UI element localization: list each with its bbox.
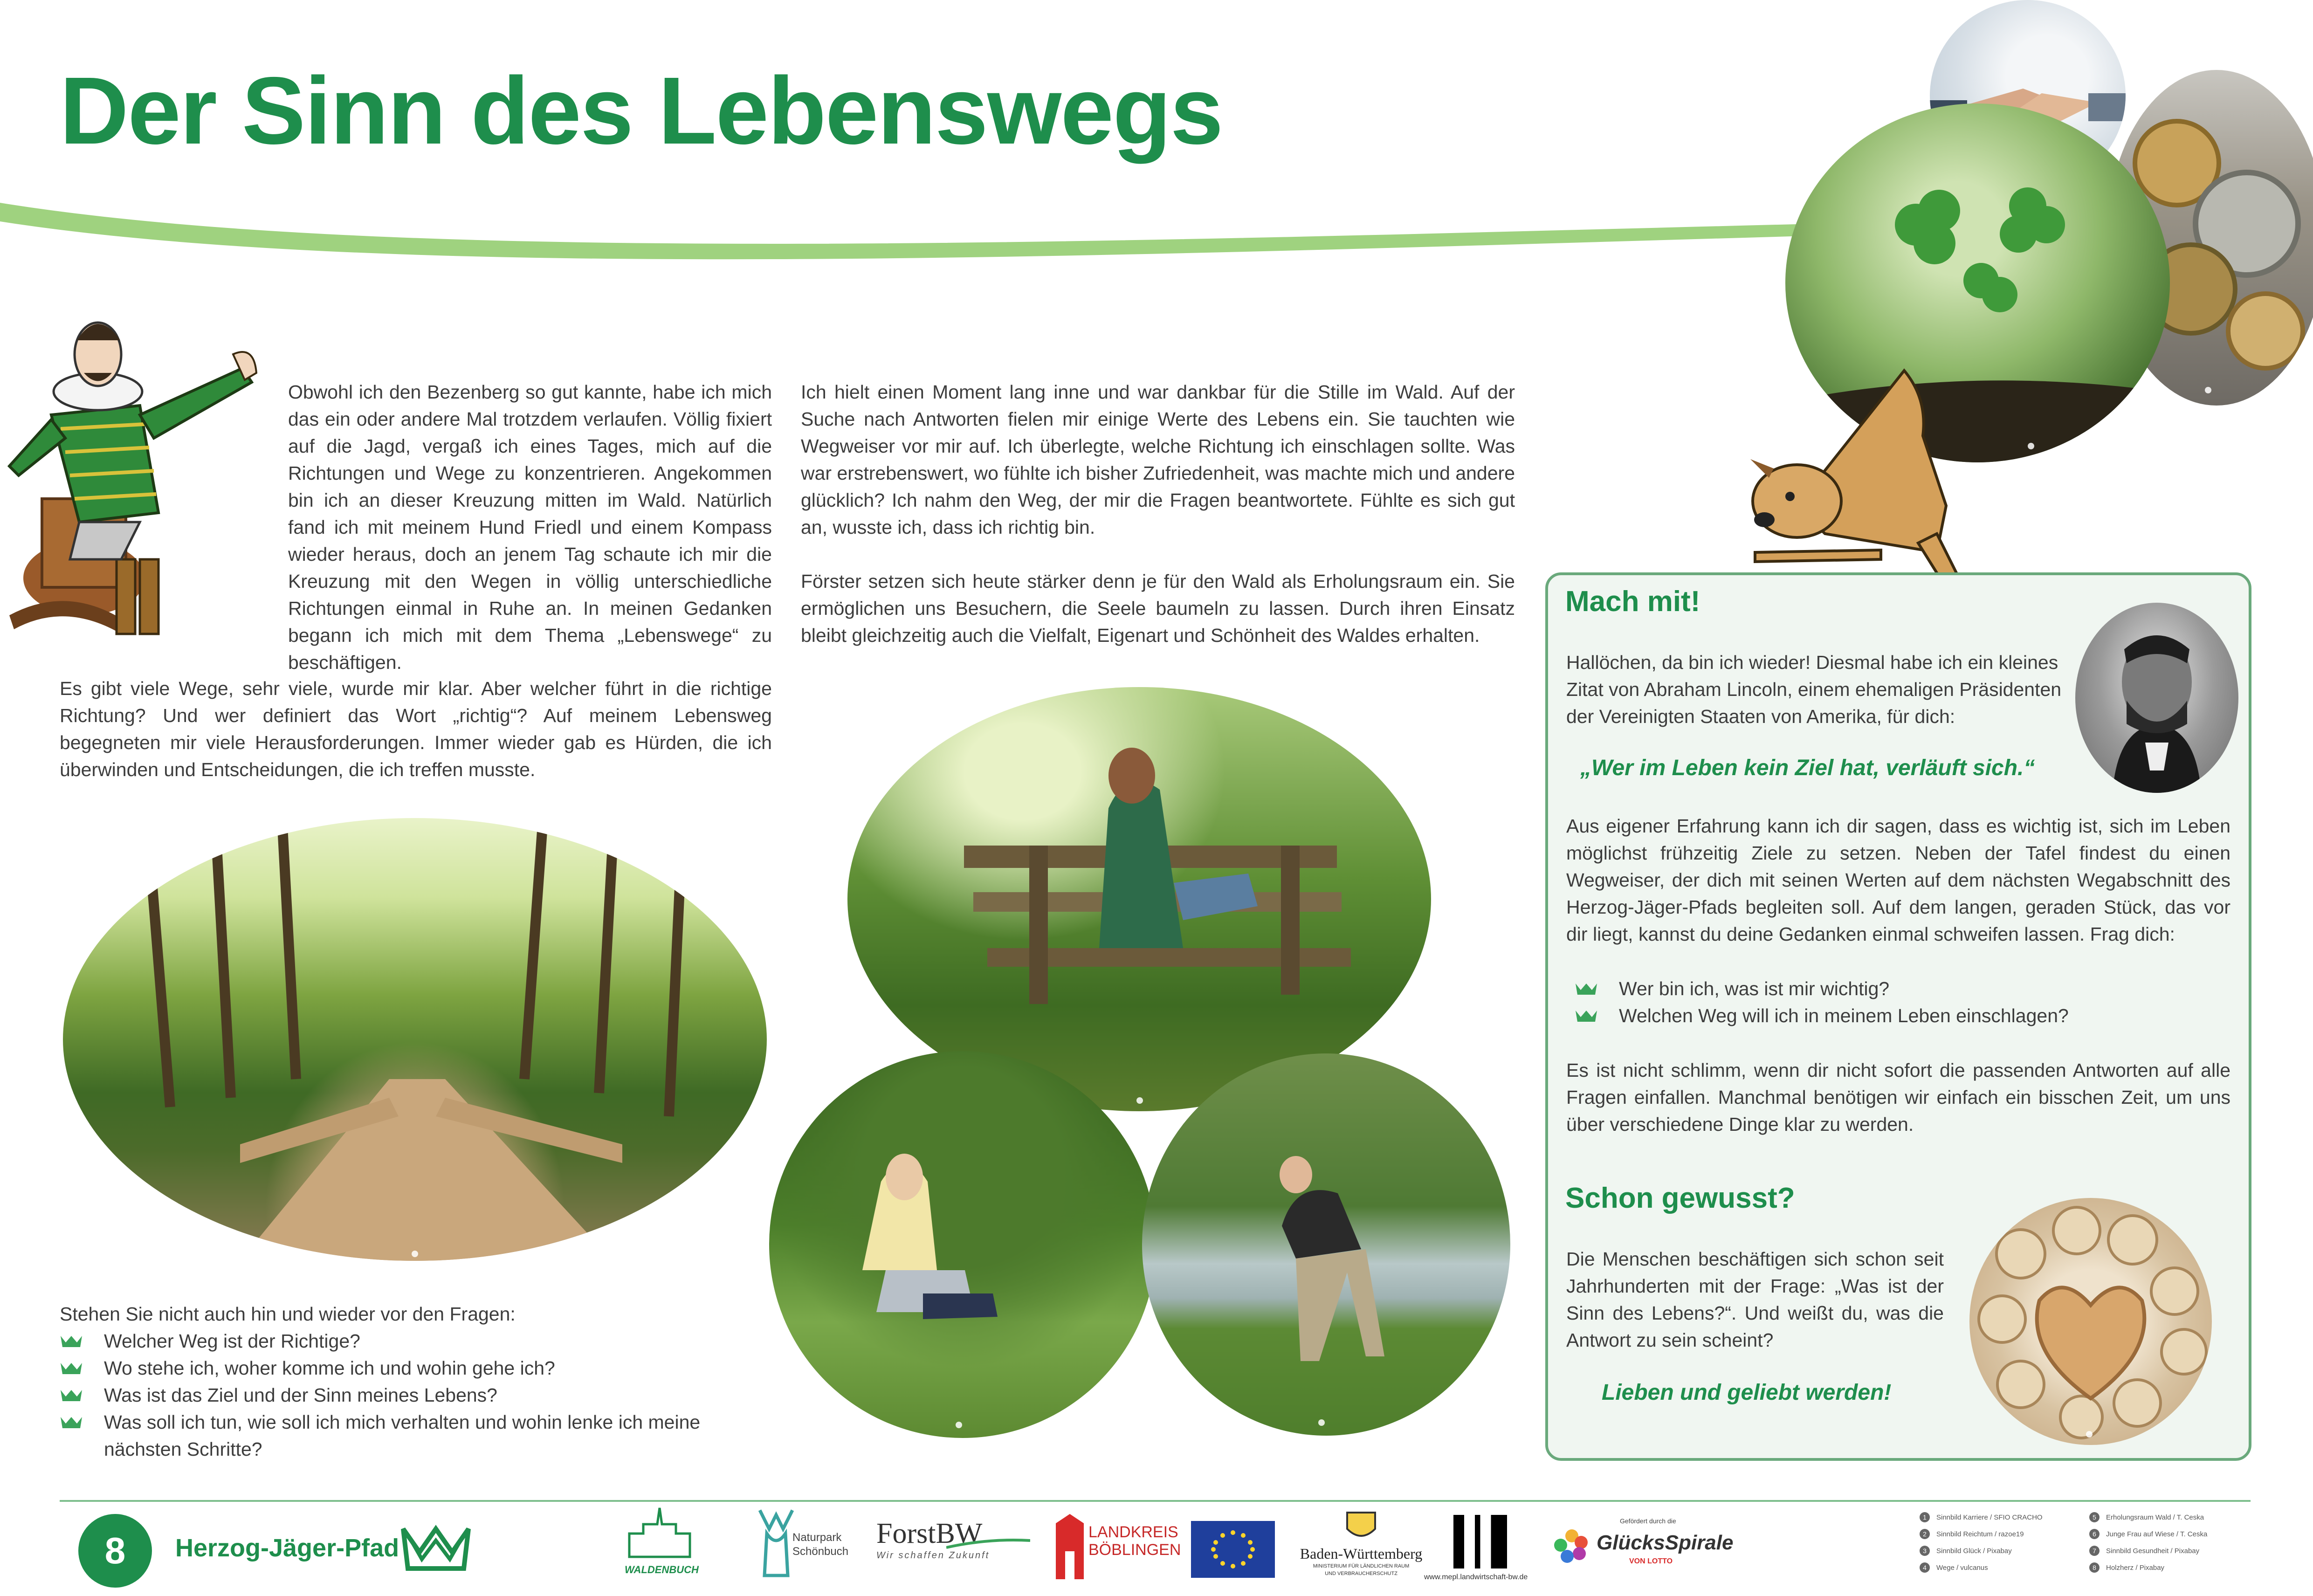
crown-bullet-icon (60, 1388, 83, 1402)
box-heading: Mach mit! (1565, 585, 1700, 618)
credit-text: Sinnbild Karriere / SFIO CRACHO (1936, 1513, 2043, 1521)
credit-number: 4 (1920, 1562, 1930, 1573)
crown-bullet-icon (1575, 1009, 1598, 1023)
coat-of-arms-icon (1342, 1510, 1380, 1543)
questions-block (60, 1300, 722, 1463)
question-text: Welcher Weg ist der Richtige? (104, 1330, 360, 1352)
naturpark-line-1: Naturpark (792, 1531, 842, 1544)
landkreis-line-2: BÖBLINGEN (1088, 1541, 1181, 1559)
footer-divider (60, 1500, 2251, 1502)
credit-text: Sinnbild Gesundheit / Pixabay (2106, 1547, 2200, 1555)
eu-flag-icon (1191, 1521, 1275, 1578)
qr-code-icon (1453, 1515, 1507, 1568)
credit-item (1920, 1509, 2043, 1526)
box-body: Aus eigener Erfahrung kann ich dir sagen, dass es wichtig ist, sich im Leben möglichst frühzeitig Ziele zu setzen. Neben der Tafel findest du einen Wegweiser, der dich mit seinen Werten auf dem nächsten Wegabschnitt des Herzog-Jäger-Pfads begleiten soll. Auf dem langen, geraden Stück, das vor dir liegt, kannst du deine Gedanken einmal schweifen lassen. Frag dich: (1566, 815, 2230, 945)
castle-icon (625, 1506, 695, 1562)
questions-intro: Stehen Sie nicht auch hin und wieder vor den Fragen: (60, 1303, 516, 1325)
photo-bench (847, 687, 1431, 1111)
credit-number: 3 (1920, 1546, 1930, 1556)
credit-number: 5 (2089, 1512, 2100, 1522)
photo-number-8 (2086, 1431, 2093, 1438)
photo-credits-col-2 (2089, 1509, 2207, 1576)
crown-bullet-icon (1575, 982, 1598, 996)
list-item (1575, 1002, 2227, 1029)
col2-paragraph-1: Ich hielt einen Moment lang inne und war dankbar für die Stille im Wald. Auf der Suche nach Antworten fielen mir einige Werte des Lebens ein. Sie tauchten wie Wegweiser vor mir auf. Ich überlegte, welche Richtung ich einschlagen sollte. Was war erstrebenswert, wo fühlte ich bisher Zufriedenheit, was machte mich und andere glücklich? Ich nahm den Weg, der mir die Fragen beantwortete. Fühlte es sich gut an, wusste ich, dass ich richtig bin. (801, 381, 1515, 538)
crown-logo-icon (401, 1524, 471, 1571)
qr-url: www.mepl.landwirtschaft-bw.de (1424, 1573, 1528, 1581)
logo-baden-wuerttemberg (1291, 1510, 1431, 1589)
credit-item (2089, 1526, 2207, 1543)
station-number-badge: 8 (78, 1514, 152, 1588)
credit-item (2089, 1543, 2207, 1560)
spiral-icon (1552, 1527, 1592, 1566)
credit-item (1920, 1543, 2043, 1560)
list-item (1575, 975, 2227, 1002)
credit-number: 6 (2089, 1529, 2100, 1539)
credit-item (2089, 1509, 2207, 1526)
box-answer: Lieben und geliebt werden! (1602, 1380, 1892, 1405)
column-two-text (801, 378, 1515, 649)
question-text: Was soll ich tun, wie soll ich mich verhalten und wohin lenke ich meine nächsten Schritte? (104, 1411, 701, 1460)
question-text: Was ist das Ziel und der Sinn meines Lebens? (104, 1384, 497, 1406)
landkreis-icon (1051, 1514, 1088, 1579)
list-item (60, 1382, 722, 1409)
waldenbuch-text: WALDENBUCH (625, 1564, 699, 1575)
bw-subtitle: MINISTERIUM FÜR LÄNDLICHEN RAUM UND VERBRAUCHERSCHUTZ (1313, 1563, 1410, 1576)
credit-item (1920, 1560, 2043, 1576)
credit-item (2089, 1560, 2207, 1576)
box-item-text: Wer bin ich, was ist mir wichtig? (1619, 978, 1890, 999)
logo-landkreis (1051, 1514, 1181, 1584)
box-heading-2: Schon gewusst? (1565, 1182, 1795, 1214)
forstbw-swoosh-icon (946, 1536, 1030, 1550)
page-title: Der Sinn des Lebenswegs (60, 57, 1223, 164)
credit-item (1920, 1526, 2043, 1543)
photo-number-4 (412, 1251, 418, 1257)
credit-text: Wege / vulcanus (1936, 1564, 1988, 1572)
landkreis-line-1: LANDKREIS (1088, 1523, 1178, 1541)
question-text: Wo stehe ich, woher komme ich und wohin gehe ich? (104, 1357, 555, 1379)
photo-man-lake (1142, 1053, 1510, 1436)
forstbw-text: ForstBW (876, 1518, 983, 1549)
credit-text: Erholungsraum Wald / T. Ceska (2106, 1513, 2204, 1521)
box-outro: Es ist nicht schlimm, wenn dir nicht sofort die passenden Antworten auf alle Fragen einfallen. Manchmal benötigen wir einfach ein bisschen Zeit, um uns über verschiedene Dinge klar zu werden. (1566, 1059, 2230, 1135)
credit-number: 8 (2089, 1562, 2100, 1573)
list-item (60, 1409, 722, 1463)
credit-text: Sinnbild Reichtum / razoe19 (1936, 1530, 2024, 1538)
naturpark-line-2: Schönbuch (792, 1545, 849, 1558)
gs-top-text: Gefördert durch die (1620, 1517, 1676, 1525)
photo-woman-meadow (769, 1051, 1156, 1438)
list-item (60, 1328, 722, 1355)
photo-number-6 (956, 1422, 962, 1428)
lincoln-portrait (2075, 603, 2238, 793)
intro-text: Obwohl ich den Bezenberg so gut kannte, habe ich mich das ein oder andere Mal trotzdem verlaufen. Völlig fixiert auf die Jagd, vergaß ich eines Tages, mich auf die Richtungen und Wege zu konzentrieren. Angekommen bin ich an dieser Kreuzung mitten im Wald. Natürlich fand ich mit meinem Hund Friedl und einem Kompass wieder heraus, doch an jenem Tag schaute ich mir die Kreuzung mit den Wegen in völlig unterschiedliche Richtungen einmal in Ruhe an. In meinen Gedanken begann ich mich mit dem Thema „Lebenswege“ zu beschäftigen. (288, 381, 772, 673)
gs-text: GlücksSpirale (1597, 1531, 1734, 1554)
col2-paragraph-2: Förster setzen sich heute stärker denn je für den Wald als Erholungsraum ein. Sie ermöglichen uns Besuchern, die Seele baumeln zu lassen. Durch ihren Einsatz bleibt gleichzeitig auch die Vielfalt, Eigenart und Schönheit des Waldes erhalten. (801, 571, 1515, 646)
second-paragraph (60, 675, 772, 783)
credit-number: 7 (2089, 1546, 2100, 1556)
trail-name: Herzog-Jäger-Pfad (175, 1534, 399, 1562)
duke-illustration (0, 298, 261, 648)
credit-number: 1 (1920, 1512, 1930, 1522)
header-swoosh (0, 186, 1911, 280)
logo-gluecksspirale (1552, 1517, 1734, 1578)
box-item-text: Welchen Weg will ich in meinem Leben einschlagen? (1619, 1005, 2069, 1026)
box-list (1575, 975, 2227, 1029)
crown-bullet-icon (60, 1334, 83, 1348)
crown-bullet-icon (60, 1415, 83, 1429)
photo-forest-crossing (63, 818, 767, 1261)
credit-number: 2 (1920, 1529, 1930, 1539)
forstbw-tagline: Wir schaffen Zukunft (876, 1550, 990, 1561)
photo-number-2 (2205, 387, 2211, 393)
second-text: Es gibt viele Wege, sehr viele, wurde mir klar. Aber welcher führt in die richtige Richtung? Und wer definiert das Wort „richtig“? Auf meinem Lebensweg begegneten mir viele Herausforderungen. Immer wieder gab es Hürden, die ich überwinden und Entscheidungen, die ich treffen musste. (60, 678, 772, 780)
box-fact: Die Menschen beschäftigen sich schon seit Jahrhunderten mit der Frage: „Was ist der Sinn des Lebens?“. Und weißt du, was die Antwort zu sein scheint? (1566, 1248, 1944, 1351)
logo-waldenbuch (625, 1506, 699, 1589)
list-item (60, 1355, 722, 1382)
photo-number-3 (2028, 443, 2034, 449)
lincoln-quote: „Wer im Leben kein Ziel hat, verläuft sich.“ (1580, 756, 2035, 780)
crown-bullet-icon (60, 1361, 83, 1375)
intro-paragraph (288, 378, 772, 676)
gs-sub-text: VON LOTTO (1629, 1557, 1673, 1565)
credit-text: Holzherz / Pixabay (2106, 1564, 2165, 1572)
questions-list (60, 1328, 722, 1463)
dog-illustration (1741, 366, 1983, 585)
photo-wood-heart (1969, 1198, 2212, 1445)
credit-text: Sinnbild Glück / Pixabay (1936, 1547, 2012, 1555)
logo-naturpark (750, 1506, 862, 1589)
box-intro: Hallöchen, da bin ich wieder! Diesmal habe ich ein kleines Zitat von Abraham Lincoln, einem ehemaligen Präsidenten der Vereinigten Staaten von Amerika, für dich: (1566, 652, 2062, 727)
credit-text: Junge Frau auf Wiese / T. Ceska (2106, 1530, 2208, 1538)
photo-credits-col-1 (1920, 1509, 2043, 1576)
logo-forstbw (876, 1517, 1030, 1573)
photo-number-7 (1318, 1419, 1325, 1426)
bw-text: Baden-Württemberg (1300, 1545, 1423, 1562)
